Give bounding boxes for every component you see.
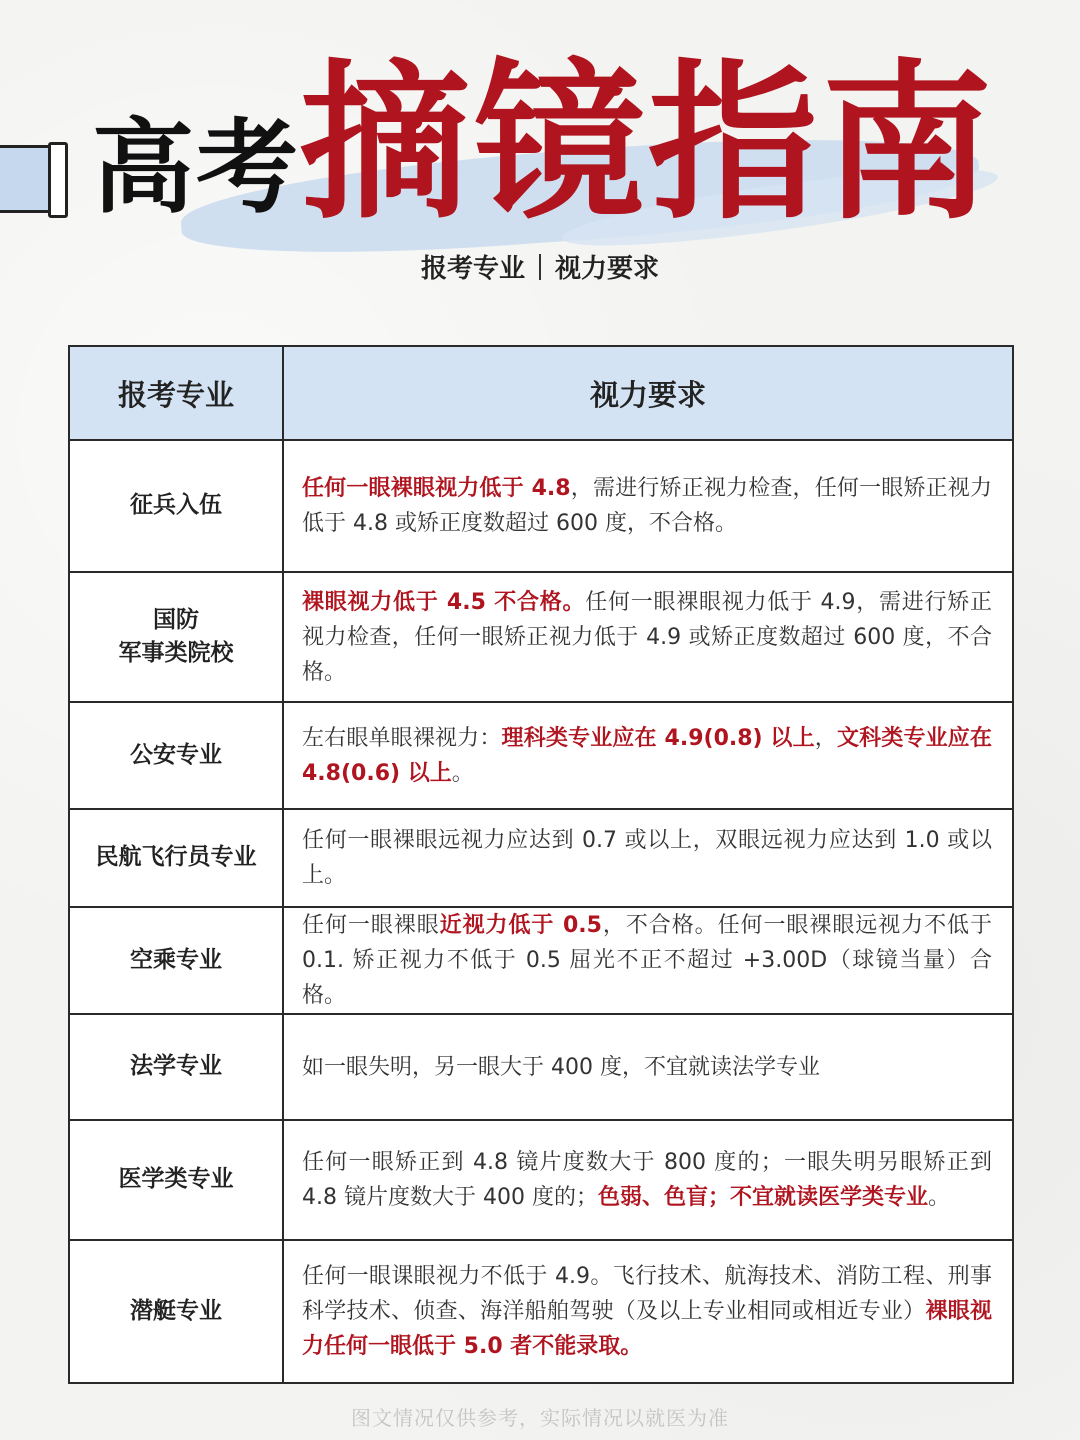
column-header-major: 报考专业 — [69, 346, 283, 440]
title-prefix: 高考 — [92, 109, 300, 228]
major-name-cell — [69, 702, 283, 809]
header — [0, 0, 1080, 330]
major-name-cell — [69, 1240, 283, 1383]
requirement-text: ，需进行矫正视力检查，任何一眼矫正视力低于 4.8 或矫正度数超过 600 度，不合格。 — [302, 476, 992, 536]
pencil-cap-decoration-icon — [48, 142, 68, 218]
requirement-cell — [283, 1014, 1013, 1120]
major-name-line: 国防 — [153, 606, 199, 633]
major-name-line: 法学专业 — [130, 1053, 222, 1080]
table-row — [69, 907, 1013, 1014]
major-name-line: 民航飞行员专业 — [95, 844, 257, 871]
requirement-text: 左右眼单眼裸视力： — [302, 725, 502, 751]
requirement-cell — [283, 572, 1013, 702]
table-row — [69, 1120, 1013, 1240]
requirement-highlight-text: 任何一眼裸眼视力低于 4.8 — [302, 476, 571, 501]
requirement-text: 任何一眼裸眼视力低于 4.9，需进行矫正视力检查，任何一眼矫正视力低于 4.9 或矫正度数超过 600 度，不合格。 — [302, 589, 992, 685]
requirement-text: 如一眼失明，另一眼大于 400 度，不宜就读法学专业 — [302, 1054, 820, 1080]
table-row — [69, 572, 1013, 702]
major-name-line: 公安专业 — [130, 741, 222, 768]
vision-requirements-table — [68, 345, 1014, 1384]
table-row — [69, 440, 1013, 572]
major-name-cell — [69, 907, 283, 1014]
major-name-line: 潜艇专业 — [130, 1297, 222, 1324]
major-name-cell — [69, 809, 283, 907]
requirement-highlight-text: 裸眼视力低于 4.5 不合格。 — [302, 589, 586, 615]
requirement-cell — [283, 907, 1013, 1014]
column-header-requirement: 视力要求 — [283, 346, 1013, 440]
requirement-cell — [283, 809, 1013, 907]
major-name-line: 军事类院校 — [118, 640, 234, 666]
table-row — [69, 1014, 1013, 1120]
requirement-cell — [283, 1120, 1013, 1240]
major-name-cell — [69, 572, 283, 702]
requirement-highlight-text: 文科类专业应在 4.8(0.6) 以上 — [302, 725, 992, 786]
requirement-text: ，不合格。任何一眼裸眼远视力不低于 0.1. 矫正视力不低于 0.5 屈光不正不超过 +3.00D（球镜当量）合格。 — [302, 913, 992, 1008]
table-row — [69, 702, 1013, 809]
subtitle-right: 视力要求 — [555, 254, 660, 284]
requirement-text: 任何一眼课眼视力不低于 4.9。飞行技术、航海技术、消防工程、刑事科学技术、侦查、海洋船舶驾驶（及以上专业相同或相近专业） — [302, 1264, 992, 1324]
requirement-cell — [283, 1240, 1013, 1383]
requirement-cell — [283, 702, 1013, 809]
major-name-cell — [69, 1120, 283, 1240]
requirement-cell — [283, 440, 1013, 572]
requirement-highlight-text: 色弱、色盲；不宜就读医学类专业 — [597, 1185, 928, 1210]
page-title: 摘镜指南 — [300, 43, 997, 243]
major-name-line: 征兵入伍 — [130, 492, 222, 519]
major-name-line: 空乘专业 — [130, 946, 222, 973]
pencil-decoration-icon — [0, 145, 55, 213]
major-name-cell — [69, 440, 283, 572]
subtitle — [0, 248, 1080, 285]
requirement-highlight-text: 裸眼视力任何一眼低于 5.0 者不能录取。 — [302, 1299, 992, 1359]
requirement-text: ， — [814, 725, 837, 751]
major-name-cell — [69, 1014, 283, 1120]
table-row — [69, 809, 1013, 907]
requirement-text: 任何一眼裸眼远视力应达到 0.7 或以上，双眼远视力应达到 1.0 或以上。 — [302, 828, 992, 888]
requirement-text: 。 — [927, 1185, 950, 1210]
footer-disclaimer: 图文情况仅供参考，实际情况以就医为准 — [351, 1406, 729, 1430]
requirement-text: 。 — [451, 760, 474, 786]
table-header-row — [69, 346, 1013, 440]
table-row — [69, 1240, 1013, 1383]
requirement-highlight-text: 近视力低于 0.5 — [439, 913, 602, 938]
requirement-text: 任何一眼裸眼 — [302, 913, 440, 938]
subtitle-divider — [539, 254, 541, 280]
subtitle-left: 报考专业 — [420, 254, 525, 284]
requirement-highlight-text: 理科类专业应在 4.9(0.8) 以上 — [501, 725, 815, 751]
requirement-text: 任何一眼矫正到 4.8 镜片度数大于 800 度的；一眼失明另眼矫正到 4.8 镜片度数大于 400 度的； — [302, 1150, 992, 1210]
major-name-line: 医学类专业 — [118, 1166, 234, 1193]
